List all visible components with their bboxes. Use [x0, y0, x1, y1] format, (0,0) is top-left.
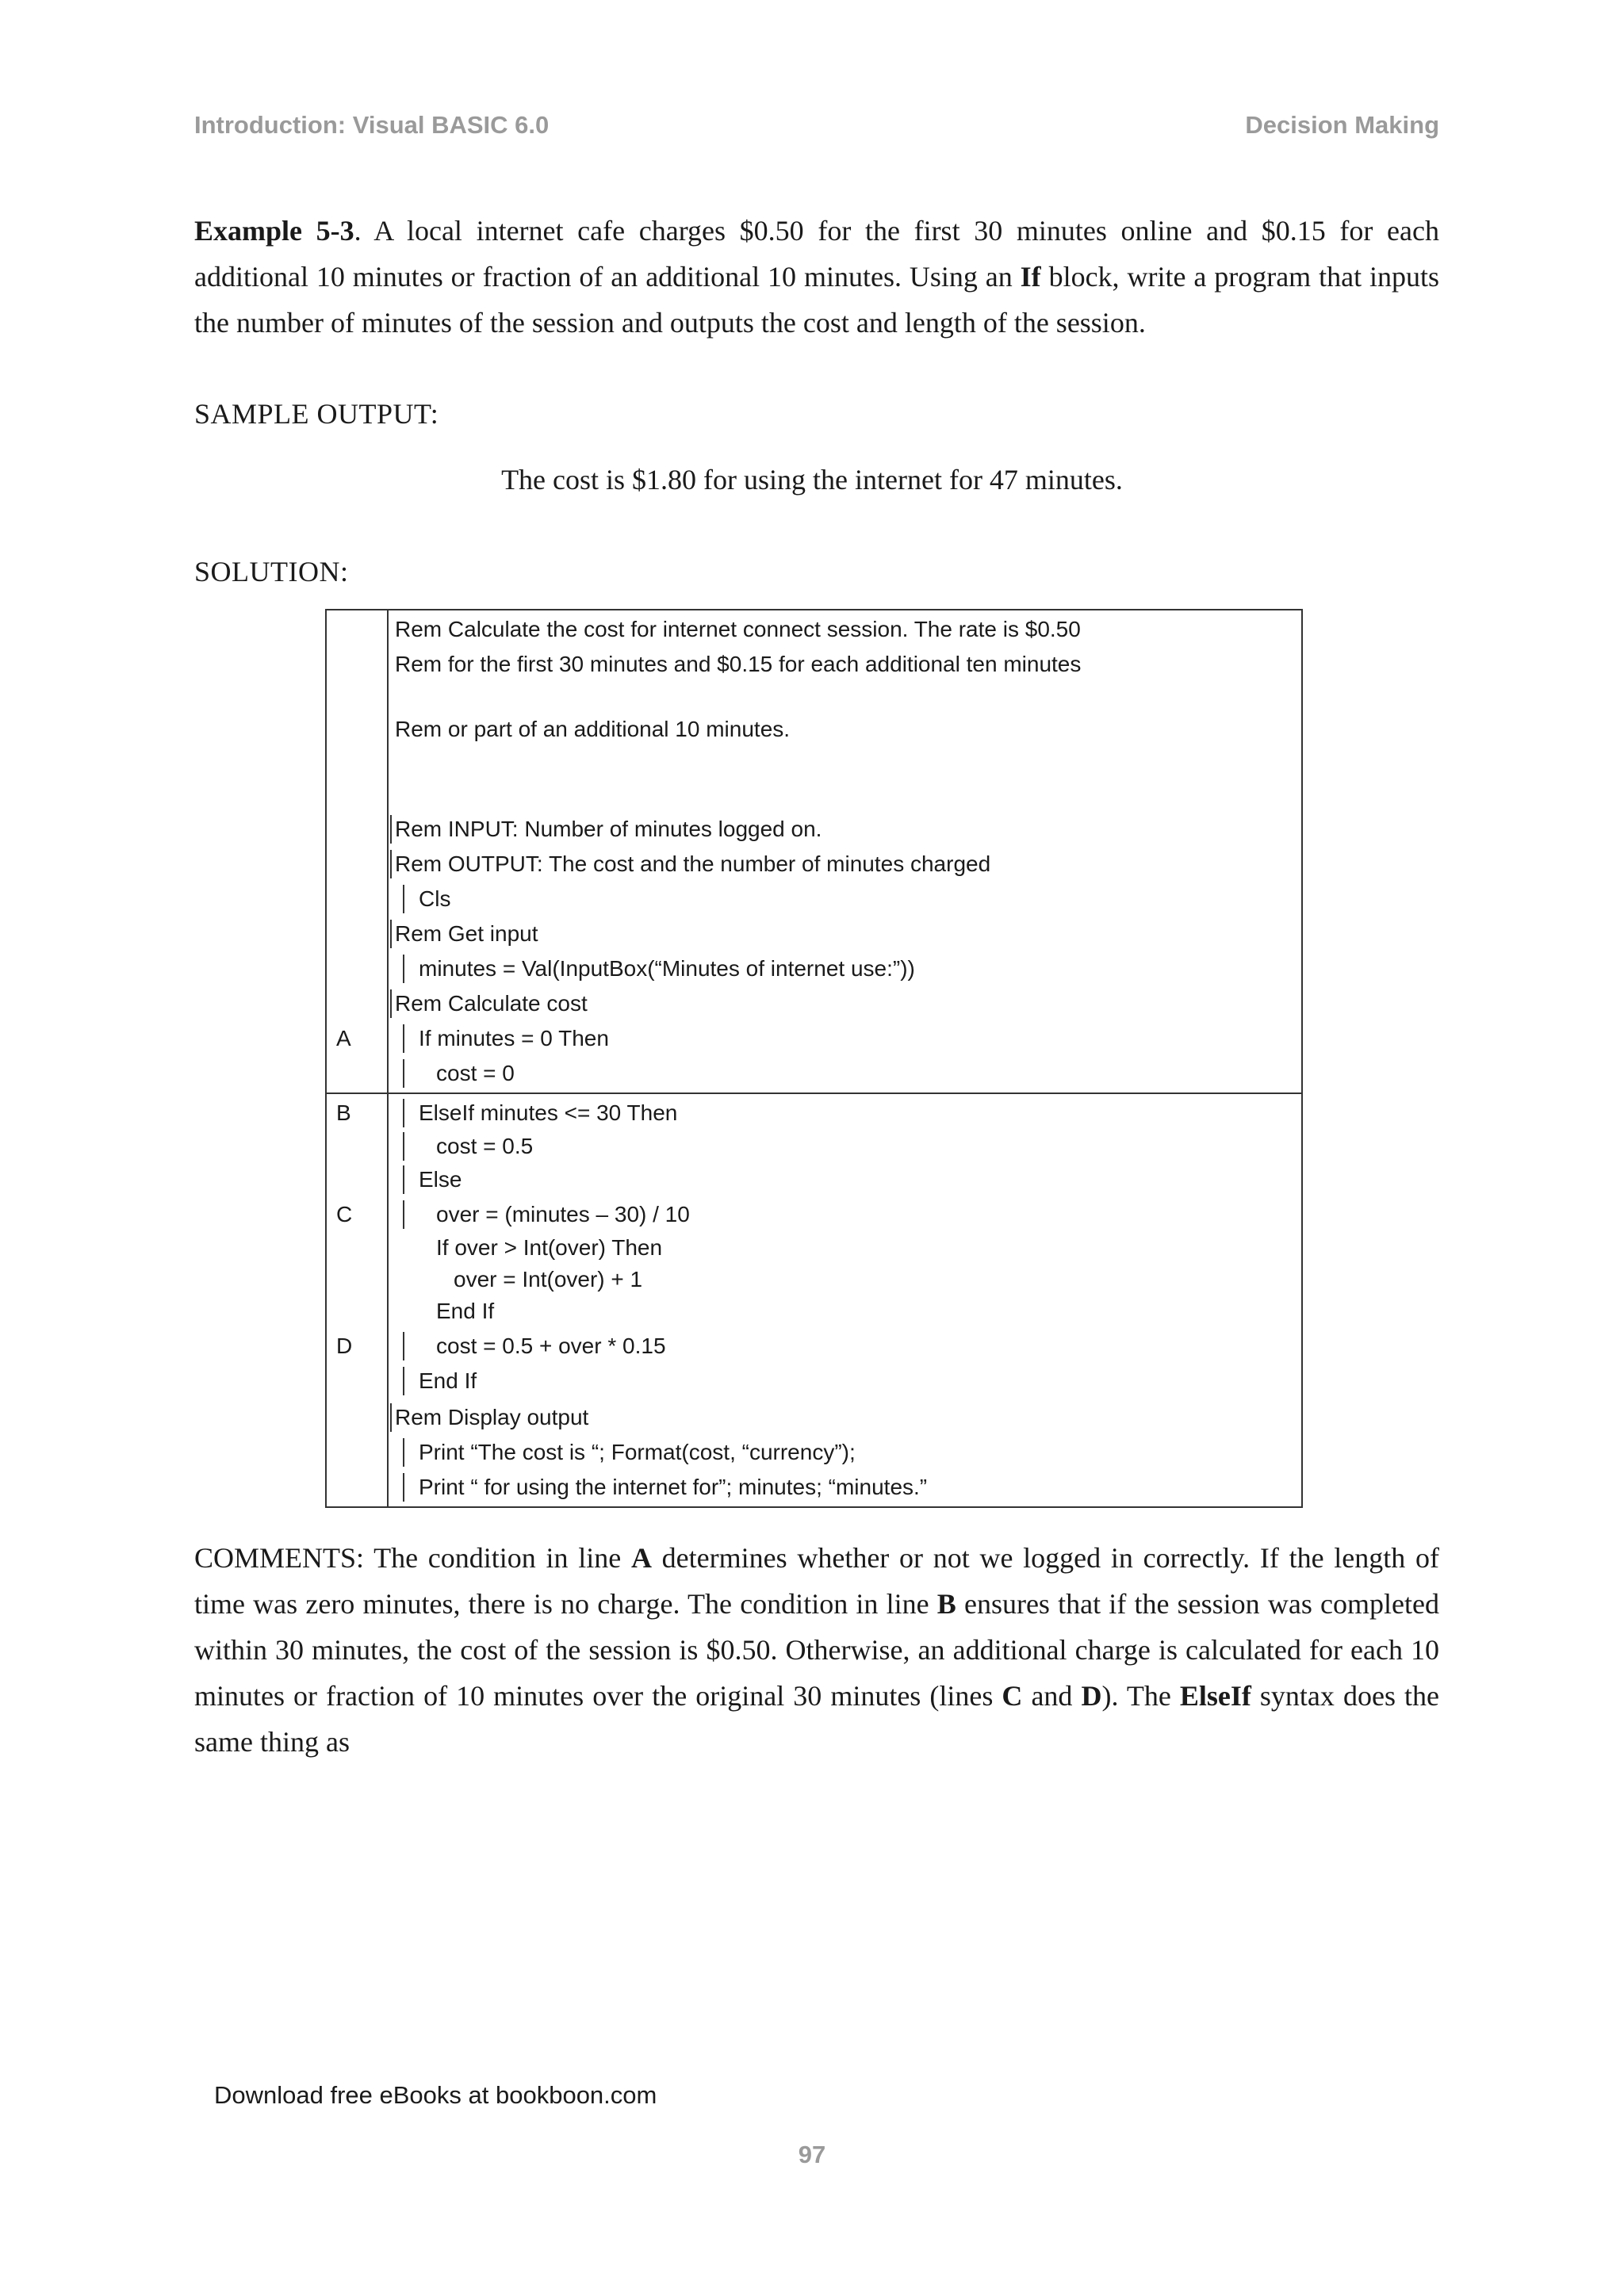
code-line: Else: [403, 1164, 1275, 1196]
code-line: cost = 0: [403, 1058, 1275, 1089]
code-line: End If: [436, 1299, 495, 1323]
code-line: End If: [403, 1365, 1275, 1397]
code-line: over = (minutes – 30) / 10: [403, 1199, 1275, 1230]
comments-paragraph: [194, 1535, 1439, 1765]
example-text-2: block, write a program that inputs the number of minutes of the session and outputs the cost and length of the session.: [194, 261, 1439, 339]
code-line: If over > Int(over) Then: [436, 1235, 663, 1260]
line-marker-a: A: [336, 1026, 351, 1050]
download-link[interactable]: Download free eBooks at bookboon.com: [214, 2081, 657, 2109]
comments-text: ensures that if the session was completed within 30 minutes, the cost of the session is $0.50. Otherwise, an additional charge is calculated for each 10 minutes or fraction of 10 minutes over the original 30 minutes (lines: [194, 1588, 1439, 1712]
comments-ref-b: B: [936, 1588, 956, 1620]
page-header: [194, 111, 1439, 149]
page-number: 97: [798, 2141, 826, 2168]
header-chapter-title: Decision Making: [1245, 111, 1439, 139]
comments-text: ). The: [1101, 1680, 1180, 1712]
code-line: Rem OUTPUT: The cost and the number of minutes charged: [390, 848, 1294, 880]
sample-output-line: The cost is $1.80 for using the internet for 47 minutes.: [501, 464, 1123, 496]
code-line: cost = 0.5 + over * 0.15: [403, 1330, 1275, 1362]
code-line: Print “The cost is “; Format(cost, “currency”);: [403, 1437, 1275, 1468]
code-section-divider: [327, 1093, 1301, 1094]
comments-ref-a: A: [630, 1542, 652, 1574]
header-book-title: Introduction: Visual BASIC 6.0: [194, 111, 550, 139]
comments-text: syntax does the same thing as: [194, 1680, 1439, 1758]
code-line: Cls: [403, 883, 1275, 915]
example-paragraph: [194, 208, 1439, 346]
code-line: Rem Get input: [390, 918, 1294, 950]
code-line: Rem INPUT: Number of minutes logged on.: [390, 813, 1294, 845]
solution-label: SOLUTION:: [194, 556, 349, 587]
comments-ref-d: D: [1081, 1680, 1102, 1712]
example-keyword-if: If: [1020, 261, 1041, 293]
line-marker-d: D: [336, 1334, 353, 1358]
example-label: Example 5-3: [194, 215, 354, 247]
code-line: Rem Display output: [390, 1402, 1294, 1433]
code-gutter-divider: [387, 610, 389, 1506]
code-line: over = Int(over) + 1: [454, 1267, 643, 1292]
comments-text: determines whether or not we logged in correctly. If the length of time was zero minutes, there is no charge. The condition in line: [194, 1542, 1439, 1620]
comments-text: COMMENTS: The condition in line: [194, 1542, 631, 1574]
code-line: ElseIf minutes <= 30 Then: [403, 1097, 1275, 1129]
code-line: minutes = Val(InputBox(“Minutes of internet use:”)): [403, 953, 1275, 985]
code-line: Print “ for using the internet for”; minutes; “minutes.”: [403, 1471, 1275, 1503]
code-listing: A B C D Rem Calculate the cost for internet connect session. The rate is $0.50 Rem for the first 30 minutes and $0.15 for each additional ten minutes Rem or part of an additional 10 minutes. Rem INPUT: Number of minutes logged on. Rem OUTPUT: The cost and the number of minutes charged Cls Rem Get input minutes = Val(InputBox(“Minutes of internet use:”)) Rem Calculate cost If minutes = 0 Then cost = 0 ElseIf minutes <= 30 Then cost = 0.5 Else over = (minutes – 30) / 10 If over > Int(over) Then over = Int(over) + 1 End If cost = 0.5 + over * 0.15 End If Rem Display output Print “The cost is “; Format(cost, “currency”); Print “ for using the internet for”; minutes; “minutes.”: [325, 609, 1303, 1508]
comments-ref-c: C: [1002, 1680, 1023, 1712]
comments-text: and: [1022, 1680, 1082, 1712]
line-marker-c: C: [336, 1202, 353, 1226]
line-marker-b: B: [336, 1100, 351, 1125]
code-line: If minutes = 0 Then: [403, 1023, 1275, 1054]
example-text-1: . A local internet cafe charges $0.50 for the first 30 minutes online and $0.15 for each additional 10 minutes or fraction of an additional 10 minutes. Using an: [194, 215, 1439, 293]
code-line: Rem Calculate cost: [390, 988, 1294, 1020]
code-line: cost = 0.5: [403, 1131, 1275, 1162]
comments-keyword-elseif: ElseIf: [1179, 1680, 1251, 1712]
sample-output-label: SAMPLE OUTPUT:: [194, 398, 439, 430]
